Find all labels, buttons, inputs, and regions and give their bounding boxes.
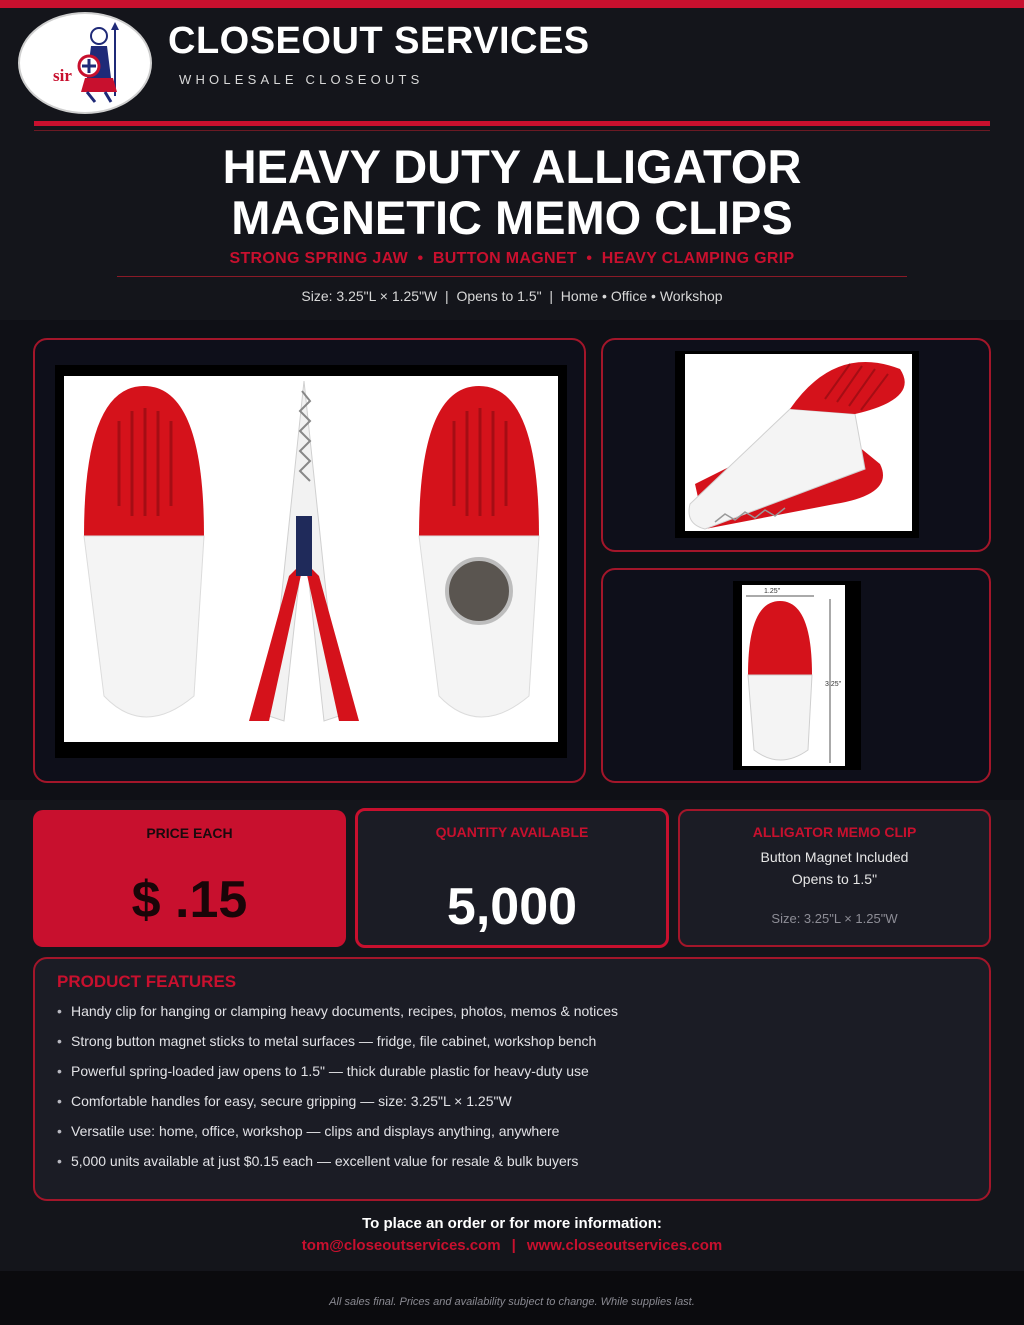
product-title (0, 141, 1024, 243)
bullet-icon: • (57, 1153, 62, 1169)
list-item (57, 1031, 967, 1061)
bullet-icon: • (57, 1033, 62, 1049)
item-size: Size: 3.25"L × 1.25"W (771, 911, 898, 926)
feature-text: 5,000 units available at just $0.15 each — excellent value for resale & bulk buyers (71, 1153, 579, 1169)
feature-text: Handy clip for hanging or clamping heavy documents, recipes, photos, memos & notices (71, 1003, 619, 1019)
item-label: ALLIGATOR MEMO CLIP (752, 824, 917, 840)
tagline-divider (117, 276, 907, 277)
page-footer (0, 1271, 1024, 1325)
website-link[interactable]: www.closeoutservices.com (526, 1237, 723, 1254)
bullet-icon: • (57, 1093, 62, 1109)
product-title-line2: MAGNETIC MEMO CLIPS (231, 191, 793, 244)
list-item (57, 1001, 967, 1031)
features-list (57, 1001, 967, 1181)
clip-angle-illustration (685, 354, 912, 531)
quantity-label: QUANTITY AVAILABLE (435, 824, 589, 840)
brand-name: CLOSEOUT SERVICES (168, 20, 590, 62)
price-label: PRICE EACH (146, 825, 233, 841)
item-opening-note: Opens to 1.5" (791, 871, 878, 887)
contact-separator: | (511, 1237, 516, 1254)
contact-links (0, 1237, 1024, 1254)
product-title-line1: HEAVY DUTY ALLIGATOR (222, 140, 802, 193)
brand-subtitle: WHOLESALE CLOSEOUTS (179, 72, 424, 87)
bullet-icon: • (57, 1123, 62, 1139)
features-panel (33, 957, 991, 1201)
brand-logo (18, 12, 152, 114)
angle-image-panel (601, 338, 991, 552)
product-gallery (0, 320, 1024, 800)
feature-text: Powerful spring-loaded jaw opens to 1.5" — thick durable plastic for heavy-duty use (71, 1063, 589, 1079)
clip-dimension-illustration (742, 585, 845, 766)
feature-text: Strong button magnet sticks to metal surfaces — fridge, file cabinet, workshop bench (71, 1033, 597, 1049)
product-tagline: STRONG SPRING JAW • BUTTON MAGNET • HEAVY CLAMPING GRIP (229, 250, 795, 267)
list-item (57, 1151, 967, 1181)
list-item (57, 1061, 967, 1091)
header-divider (34, 121, 990, 126)
header-divider-thin (34, 130, 990, 131)
contact-heading: To place an order or for more information: (362, 1215, 662, 1232)
angle-product-photo (675, 351, 919, 538)
main-product-photo (55, 365, 567, 758)
dimension-product-photo (733, 581, 861, 770)
footer-disclaimer: All sales final. Prices and availability subject to change. While supplies last. (329, 1296, 695, 1308)
bullet-icon: • (57, 1063, 62, 1079)
dimension-image-panel (601, 568, 991, 783)
clips-illustration (64, 376, 558, 742)
email-link[interactable]: tom@closeoutservices.com (301, 1237, 501, 1254)
logo-text: sir (53, 66, 72, 85)
quantity-box (355, 808, 669, 948)
page-header (0, 8, 1024, 320)
dimension-width-label: 1.25" (764, 588, 781, 595)
price-value: $ .15 (131, 871, 248, 929)
item-magnet-note: Button Magnet Included (760, 849, 909, 865)
price-box (33, 810, 346, 947)
list-item (57, 1121, 967, 1151)
list-item (57, 1091, 967, 1121)
dimension-height-label: 3.25" (825, 681, 842, 688)
feature-text: Comfortable handles for easy, secure gripping — size: 3.25"L × 1.25"W (71, 1093, 512, 1109)
knight-icon (75, 22, 135, 108)
item-info-box (678, 809, 991, 947)
quantity-value: 5,000 (446, 878, 578, 936)
top-accent-bar (0, 0, 1024, 8)
feature-text: Versatile use: home, office, workshop — clips and displays anything, anywhere (71, 1123, 560, 1139)
features-title: PRODUCT FEATURES (57, 972, 237, 991)
product-specline: Size: 3.25"L × 1.25"W | Opens to 1.5" | Home • Office • Workshop (301, 288, 723, 304)
bullet-icon: • (57, 1003, 62, 1019)
main-image-panel (33, 338, 586, 783)
